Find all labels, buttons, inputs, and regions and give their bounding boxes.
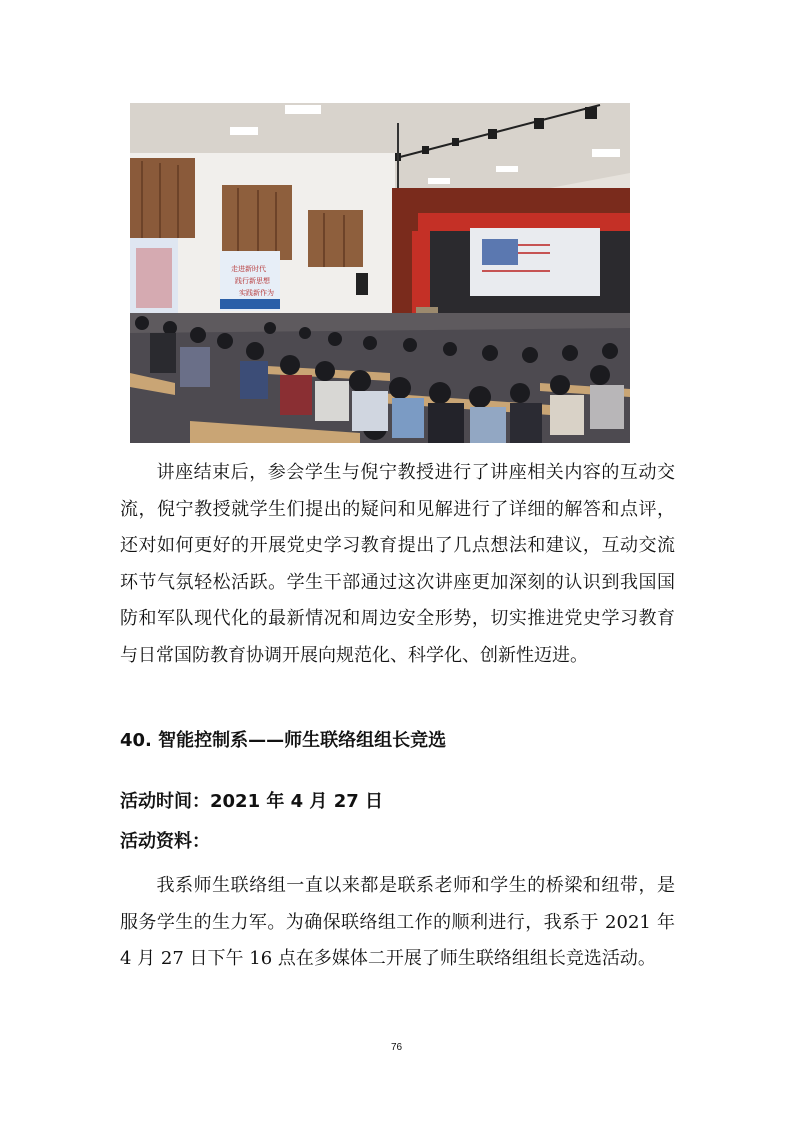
- page-number: 76: [390, 1042, 403, 1053]
- lecture-hall-photo: [130, 103, 630, 443]
- activity-resource-label: 活动资料：: [120, 831, 210, 852]
- lecture-summary-text: 讲座结束后，参会学生与倪宁教授进行了讲座相关内容的互动交流，倪宁教授就学生们提出的疑问和见解进行了详细的解答和点评，还对如何更好的开展党史学习教育提出了几点想法和建议，互动交流环节气氛轻松活跃。学生干部通过这次讲座更加深刻的认识到我国国防和军队现代化的最新情况和周边安全形势，切实推进党史学习教育与日常国防教育协调开展向规范化、科学化、创新性迈进。: [120, 462, 675, 666]
- activity-text: 我系师生联络组一直以来都是联系老师和学生的桥梁和纽带，是服务学生的生力军。为确保联络组工作的顺利进行，我系于 2021 年 4 月 27 日下午 16 点在多媒体二开展了师生联络组组长竞选活动。: [120, 875, 675, 969]
- section-heading: 40. 智能控制系——师生联络组组长竞选: [120, 730, 447, 751]
- banner-line-1: 走进新时代: [231, 265, 266, 273]
- activity-paragraph: [120, 868, 675, 978]
- banner-line-3: 实践新作为: [239, 289, 274, 297]
- banner-line-2: 践行新思想: [235, 277, 270, 285]
- activity-time: 活动时间：2021 年 4 月 27 日: [120, 791, 384, 812]
- lecture-summary-paragraph: [120, 455, 675, 674]
